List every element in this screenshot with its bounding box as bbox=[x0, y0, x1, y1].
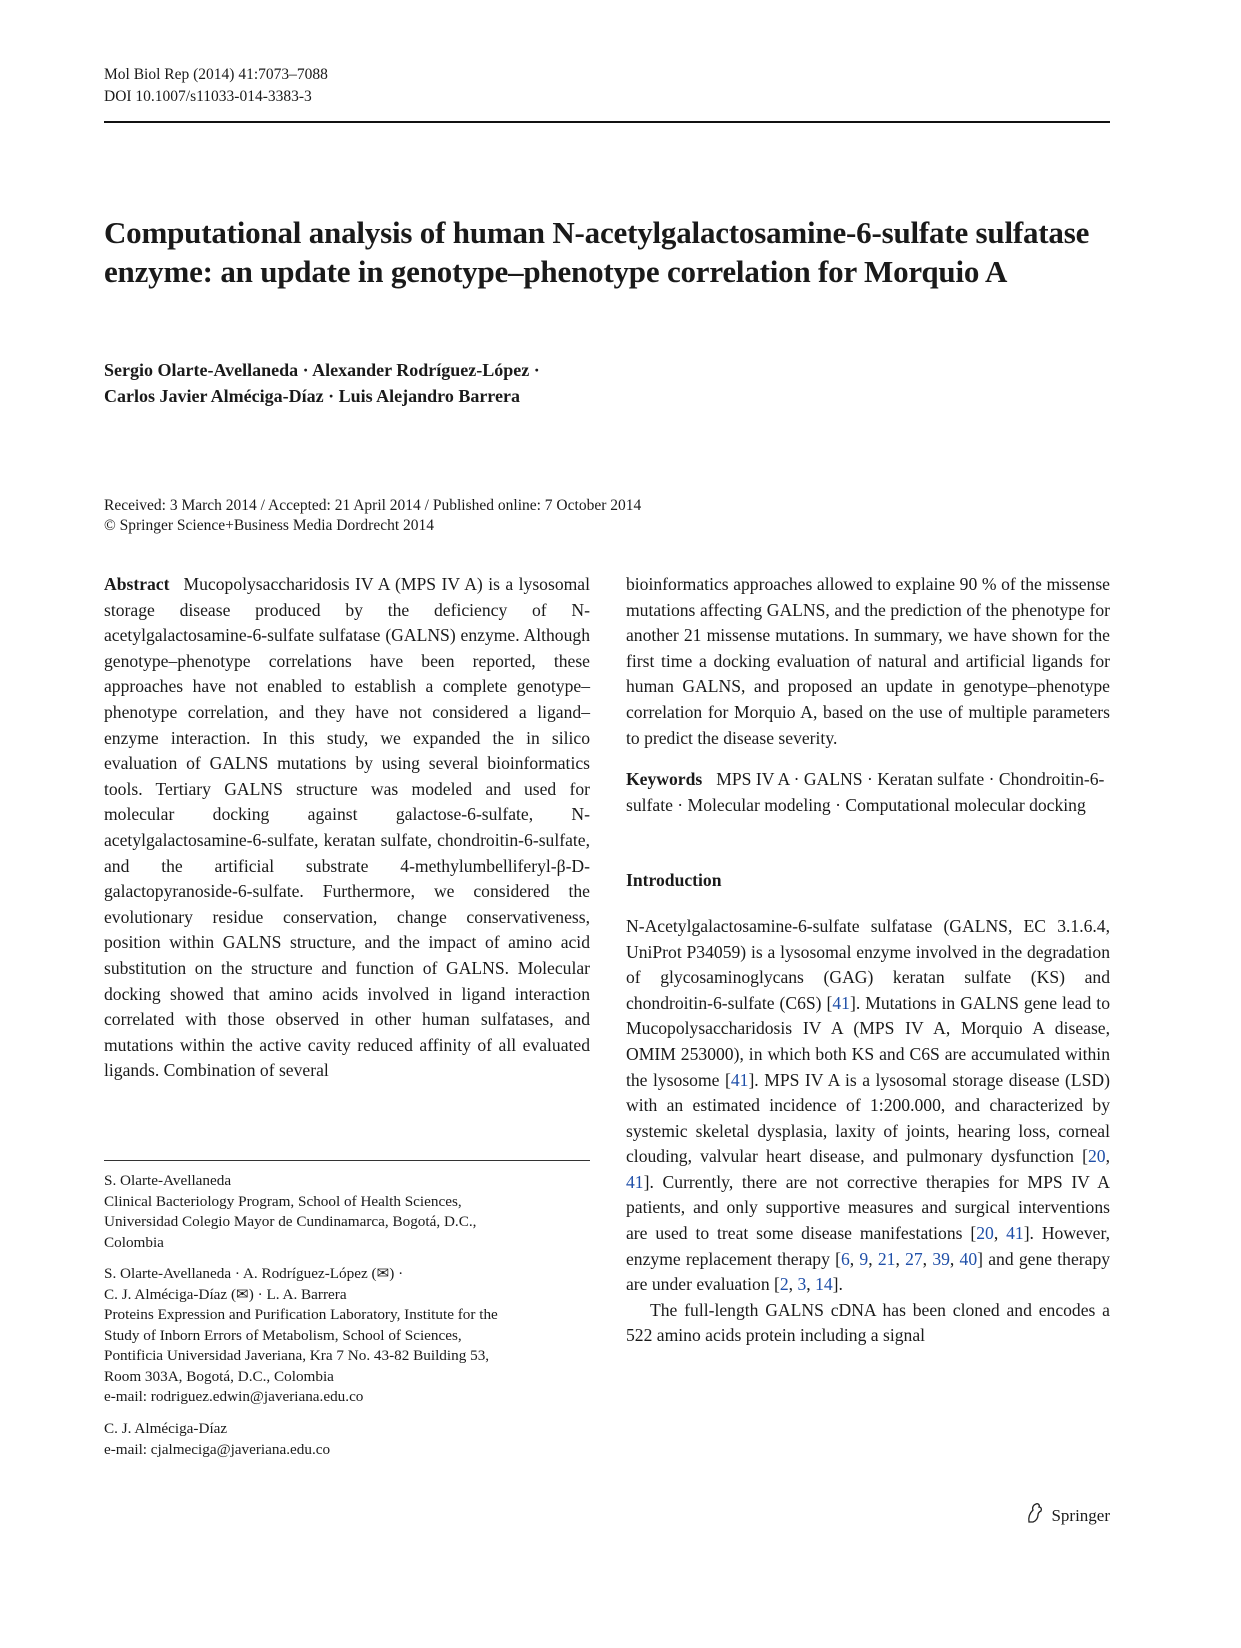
affiliation-line: Universidad Colegio Mayor de Cundinamarca, Bogotá, D.C., bbox=[104, 1213, 477, 1230]
abstract-text-left: Mucopolysaccharidosis IV A (MPS IV A) is a lysosomal storage disease produced by the deficiency of N-acetylgalactosamine-6-sulfate sulfatase (GALNS) enzyme. Although genotype–phenotype correlations have been reported, these approaches have not enabled to establish a complete genotype–phenotype correlation, and they have not considered a ligand–enzyme interaction. In this study, we expanded the in silico evaluation of GALNS mutations by using several bioinformatics tools. Tertiary GALNS structure was modeled and used for molecular docking against galactose-6-sulfate, N-acetylgalactosamine-6-sulfate, keratan sulfate, chondroitin-6-sulfate, and the artificial substrate 4-methylumbelliferyl-β-D-galactopyranoside-6-sulfate. Furthermore, we considered the evolutionary residue conservation, change conservativeness, position within GALNS structure, and the impact of amino acid substitution on the structure and function of GALNS. Molecular docking showed that amino acids involved in ligand interaction correlated with those observed in other human sulfatases, and mutations within the active cavity reduced affinity of all evaluated ligands. Combination of several bbox=[104, 574, 590, 1081]
affiliation-line: C. J. Alméciga-Díaz bbox=[104, 1420, 228, 1437]
header-rule bbox=[104, 121, 1110, 123]
affiliation-line: Pontificia Universidad Javeriana, Kra 7 No. 43-82 Building 53, bbox=[104, 1347, 490, 1364]
citation-link[interactable]: 41 bbox=[626, 1171, 644, 1192]
keywords bbox=[626, 767, 1110, 818]
springer-horse-icon bbox=[1025, 1502, 1045, 1529]
keywords-label: Keywords bbox=[626, 769, 703, 790]
citation-link[interactable]: 27 bbox=[905, 1248, 923, 1269]
journal-citation: Mol Biol Rep (2014) 41:7073–7088 bbox=[104, 66, 328, 83]
received-line: Received: 3 March 2014 / Accepted: 21 April 2014 / Published online: 7 October 2014 bbox=[104, 497, 642, 514]
citation-link[interactable]: 39 bbox=[932, 1248, 950, 1269]
affiliation-line: Clinical Bacteriology Program, School of Health Sciences, bbox=[104, 1192, 462, 1210]
affiliation-line: Study of Inborn Errors of Metabolism, School of Sciences, bbox=[104, 1326, 462, 1344]
citation-link[interactable]: 40 bbox=[959, 1248, 978, 1269]
affiliation-2 bbox=[104, 1264, 590, 1408]
copyright-line: © Springer Science+Business Media Dordrecht 2014 bbox=[104, 517, 435, 534]
citation-link[interactable]: 14 bbox=[815, 1274, 833, 1295]
abstract-left bbox=[104, 572, 590, 1084]
citation-link[interactable]: 20 bbox=[976, 1223, 994, 1244]
left-column bbox=[104, 572, 590, 1084]
author-list bbox=[104, 357, 804, 409]
publisher-logo bbox=[1025, 1502, 1110, 1529]
authors-line-1: Sergio Olarte-Avellaneda · Alexander Rodríguez-López · bbox=[104, 360, 540, 380]
affiliation-3 bbox=[104, 1419, 590, 1460]
publisher-name: Springer bbox=[1051, 1505, 1110, 1525]
doi: DOI 10.1007/s11033-014-3383-3 bbox=[104, 88, 312, 105]
keywords-text: MPS IV A · GALNS · Keratan sulfate · Chondroitin-6-sulfate · Molecular modeling · Computational molecular docking bbox=[626, 769, 1105, 815]
affiliation-line: Colombia bbox=[104, 1233, 164, 1251]
authors-line-2: Carlos Javier Alméciga-Díaz · Luis Alejandro Barrera bbox=[104, 386, 520, 406]
intro-text: ]. bbox=[832, 1274, 843, 1295]
article-title: Computational analysis of human N-acetylgalactosamine-6-sulfate sulfatase enzyme: an update in genotype–phenotype correlation for Morquio A bbox=[104, 215, 1090, 289]
intro-text: N-Acetylgalactosamine-6-sulfate sulfatase (GALNS, EC 3.1.6.4, UniProt P34059) is a lysosomal enzyme involved in the degradation of glycosaminoglycans (GAG) keratan sulfate (KS) and chondroitin-6-sulfate (C6S) [ bbox=[626, 915, 1110, 1013]
citation-link[interactable]: 2 bbox=[779, 1274, 789, 1295]
introduction-heading: Introduction bbox=[626, 870, 722, 891]
affiliation-line: Room 303A, Bogotá, D.C., Colombia bbox=[104, 1367, 334, 1385]
intro-text: ]. MPS IV A is a lysosomal storage disease (LSD) with an estimated incidence of 1:200.000, and characterized by systemic skeletal dysplasia, laxity of joints, hearing loss, corneal clouding, valvular heart disease, and pulmonary dysfunction [ bbox=[626, 1069, 1110, 1167]
affiliation-line: C. J. Alméciga-Díaz (✉) · L. A. Barrera bbox=[104, 1285, 347, 1303]
journal-header bbox=[104, 64, 328, 108]
intro-text: ] and gene therapy are under evaluation [ bbox=[626, 1248, 1111, 1295]
intro-text: ]. Mutations in GALNS gene lead to Mucopolysaccharidosis IV A (MPS IV A, Morquio A disease, OMIM 253000), in which both KS and C6S are accumulated within the lysosome [ bbox=[626, 992, 1110, 1090]
email-link[interactable]: e-mail: rodriguez.edwin@javeriana.edu.co bbox=[104, 1388, 364, 1405]
citation-link[interactable]: 21 bbox=[877, 1248, 896, 1269]
intro-paragraph-2: The full-length GALNS cDNA has been cloned and encodes a 522 amino acids protein including a signal bbox=[626, 1299, 1110, 1346]
abstract-right: bioinformatics approaches allowed to explaine 90 % of the missense mutations affecting GALNS, and the prediction of the phenotype for another 21 missense mutations. In summary, we have shown for the first time a docking evaluation of natural and artificial ligands for human GALNS, and proposed an update in genotype–phenotype correlation for Morquio A, based on the use of multiple parameters to predict the disease severity. bbox=[626, 574, 1110, 748]
citation-link[interactable]: 41 bbox=[730, 1069, 749, 1090]
intro-text: ]. However, enzyme replacement therapy [ bbox=[626, 1223, 1110, 1269]
affiliation-1 bbox=[104, 1171, 590, 1253]
publication-dates bbox=[104, 496, 641, 536]
email-link[interactable]: e-mail: cjalmeciga@javeriana.edu.co bbox=[104, 1440, 331, 1458]
citation-link[interactable]: 9 bbox=[859, 1248, 869, 1269]
footnote-rule bbox=[104, 1160, 590, 1161]
affiliation-line: Proteins Expression and Purification Laboratory, Institute for the bbox=[104, 1306, 498, 1323]
citation-link[interactable]: 41 bbox=[1006, 1223, 1024, 1244]
intro-text: ]. Currently, there are not corrective therapies for MPS IV A patients, and only supportive measures and surgical interventions are used to treat some disease manifestations [ bbox=[626, 1171, 1110, 1244]
citation-link[interactable]: 20 bbox=[1088, 1146, 1106, 1167]
citation-link[interactable]: 6 bbox=[840, 1248, 850, 1269]
right-column bbox=[626, 572, 1110, 1349]
citation-link[interactable]: 41 bbox=[832, 992, 850, 1013]
intro-paragraph-1: N-Acetylgalactosamine-6-sulfate sulfatase (GALNS, EC 3.1.6.4, UniProt P34059) is a lysosomal enzyme involved in the degradation of glycosaminoglycans (GAG) keratan sulfate (KS) and chondroitin-6-sulfate (C6S) [41]. Mutations in GALNS gene lead to Mucopolysaccharidosis IV A (MPS IV A, Morquio A disease, OMIM 253000), in which both KS and C6S are accumulated within the lysosome [41]. MPS IV A is a lysosomal storage disease (LSD) with an estimated incidence of 1:200.000, and characterized by systemic skeletal dysplasia, laxity of joints, hearing loss, corneal clouding, valvular heart disease, and pulmonary dysfunction [20, 41]. Currently, there are not corrective therapies for MPS IV A patients, and only supportive measures and surgical interventions are used to treat some disease manifestations [20, 41]. However, enzyme replacement therapy [6, 9, 21, 27, 39, 40] and gene therapy are under evaluation [2, 3, 14]. bbox=[626, 915, 1111, 1295]
citation-link[interactable]: 3 bbox=[797, 1274, 807, 1295]
affiliation-line: S. Olarte-Avellaneda bbox=[104, 1172, 232, 1189]
abstract-label: Abstract bbox=[104, 574, 170, 594]
affiliation-line: S. Olarte-Avellaneda · A. Rodríguez-López (✉) · bbox=[104, 1265, 404, 1282]
